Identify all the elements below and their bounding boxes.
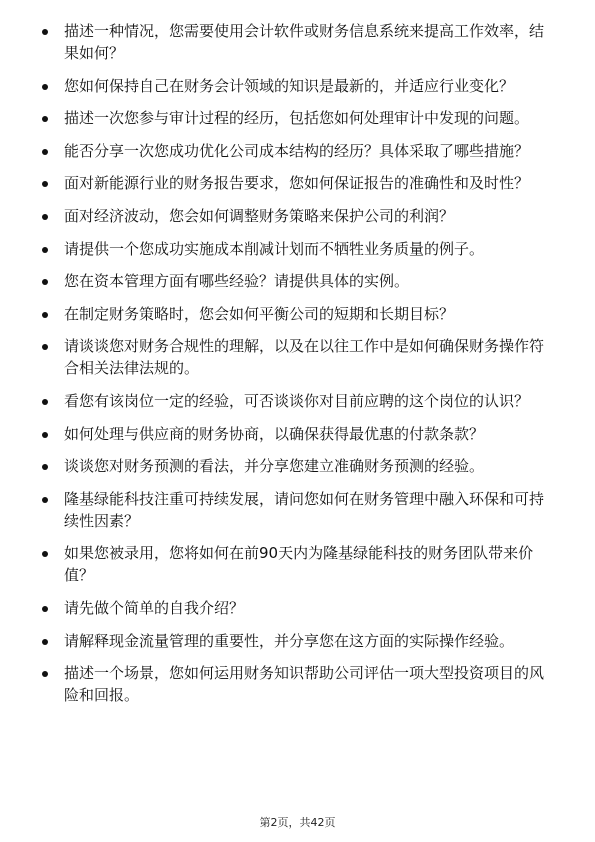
question-text: 如何处理与供应商的财务协商，以确保获得最优惠的付款条款？ — [64, 424, 485, 443]
list-item — [38, 303, 558, 325]
bullet-icon — [42, 29, 48, 35]
question-text: 面对新能源行业的财务报告要求，您如何保证报告的准确性和及时性？ — [64, 174, 530, 193]
question-text: 在制定财务策略时，您会如何平衡公司的短期和长期目标？ — [64, 304, 455, 323]
question-text: 请提供一个您成功实施成本削减计划而不牺牲业务质量的例子。 — [64, 239, 485, 258]
list-item — [38, 238, 558, 260]
bullet-icon — [42, 606, 48, 612]
bullet-icon — [42, 464, 48, 470]
list-item — [38, 20, 558, 64]
list-item — [38, 335, 558, 379]
question-list — [38, 20, 558, 717]
question-text: 描述一次您参与审计过程的经历，包括您如何处理审计中发现的问题。 — [64, 109, 530, 128]
question-text: 请先做个简单的自我介绍？ — [64, 598, 245, 617]
list-item — [38, 172, 558, 194]
question-text: 看您有该岗位一定的经验，可否谈谈你对目前应聘的这个岗位的认识？ — [64, 391, 530, 410]
bullet-icon — [42, 344, 48, 350]
list-item — [38, 542, 558, 586]
bullet-icon — [42, 671, 48, 677]
bullet-icon — [42, 399, 48, 405]
bullet-icon — [42, 84, 48, 90]
bullet-icon — [42, 247, 48, 253]
list-item — [38, 107, 558, 129]
question-text: 隆基绿能科技注重可持续发展，请问您如何在财务管理中融入环保和可持续性因素？ — [64, 489, 545, 530]
list-item — [38, 75, 558, 97]
list-item — [38, 630, 558, 652]
question-text: 谈谈您对财务预测的看法，并分享您建立准确财务预测的经验。 — [64, 457, 485, 476]
question-text: 请解释现金流量管理的重要性，并分享您在这方面的实际操作经验。 — [64, 631, 515, 650]
list-item — [38, 390, 558, 412]
question-text: 您在资本管理方面有哪些经验？请提供具体的实例。 — [64, 272, 410, 291]
list-item — [38, 597, 558, 619]
bullet-icon — [42, 279, 48, 285]
bullet-icon — [42, 312, 48, 318]
bullet-icon — [42, 149, 48, 155]
question-text: 面对经济波动，您会如何调整财务策略来保护公司的利润？ — [64, 206, 455, 225]
bullet-icon — [42, 639, 48, 645]
bullet-icon — [42, 497, 48, 503]
list-item — [38, 140, 558, 162]
question-text: 请谈谈您对财务合规性的理解，以及在以往工作中是如何确保财务操作符合相关法律法规的。 — [64, 337, 545, 378]
question-text: 如果您被录用，您将如何在前90天内为隆基绿能科技的财务团队带来价值？ — [64, 544, 534, 585]
bullet-icon — [42, 214, 48, 220]
bullet-icon — [42, 551, 48, 557]
list-item — [38, 205, 558, 227]
bullet-icon — [42, 432, 48, 438]
list-item — [38, 270, 558, 292]
bullet-icon — [42, 116, 48, 122]
list-item — [38, 423, 558, 445]
question-text: 描述一个场景，您如何运用财务知识帮助公司评估一项大型投资项目的风险和回报。 — [64, 664, 545, 705]
question-text: 描述一种情况，您需要使用会计软件或财务信息系统来提高工作效率，结果如何？ — [64, 22, 545, 62]
list-item — [38, 455, 558, 477]
list-item — [38, 488, 558, 532]
question-text: 您如何保持自己在财务会计领域的知识是最新的，并适应行业变化？ — [64, 76, 515, 95]
bullet-icon — [42, 181, 48, 187]
question-text: 能否分享一次您成功优化公司成本结构的经历？具体采取了哪些措施？ — [64, 141, 530, 160]
list-item — [38, 662, 558, 706]
page-number: 第2页，共42页 — [259, 816, 336, 829]
